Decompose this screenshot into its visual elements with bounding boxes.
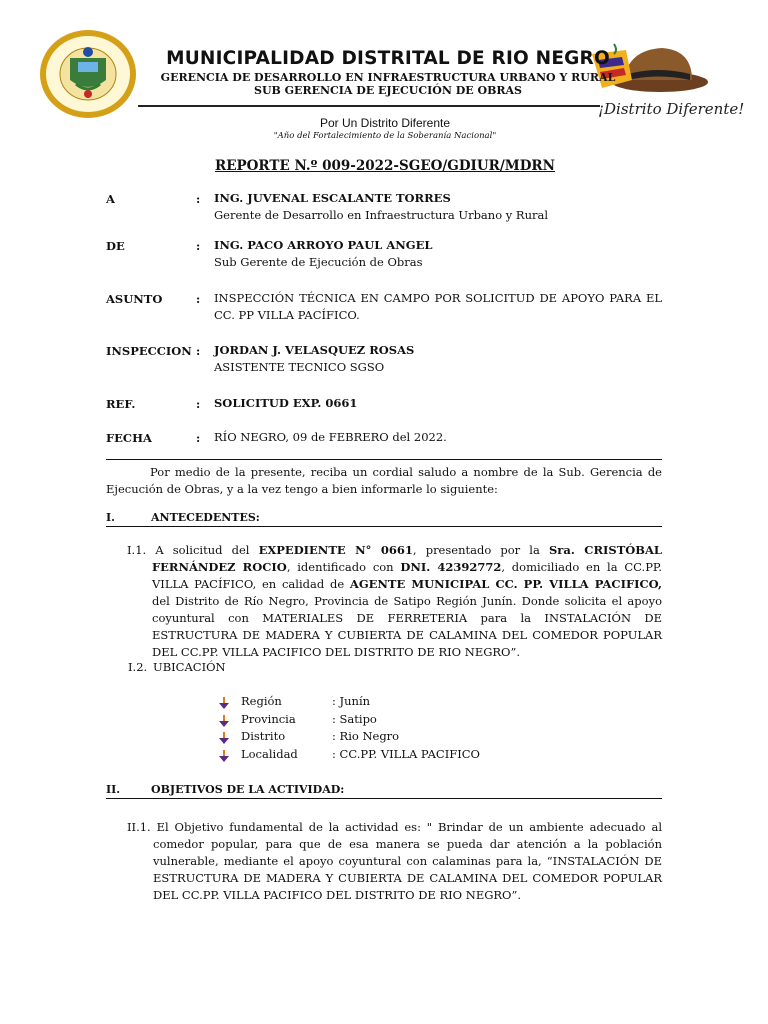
text-run: , identificado con bbox=[286, 560, 401, 574]
divider bbox=[106, 459, 662, 460]
subject-text: INSPECCIÓN TÉCNICA EN CAMPO POR SOLICITUD DE APOYO PARA EL CC. PP VILLA PACÍFICO. bbox=[214, 291, 662, 322]
location-value: : Junín bbox=[332, 694, 371, 708]
location-value: : Rio Negro bbox=[332, 729, 400, 743]
section-2-underline bbox=[106, 798, 662, 799]
intro-paragraph: Por medio de la presente, reciba un cordial saludo a nombre de la Sub. Gerencia de Ejecución de Obras, y a la vez tengo a bien informarle lo siguiente: bbox=[106, 465, 662, 496]
field-label-inspeccion: INSPECCION bbox=[106, 344, 192, 358]
municipality-title: MUNICIPALIDAD DISTRITAL DE RIO NEGRO bbox=[166, 48, 610, 69]
field-label-fecha: FECHA bbox=[106, 431, 152, 445]
field-colon: : bbox=[196, 431, 201, 445]
location-key: Región bbox=[241, 694, 282, 708]
recipient-name: ING. JUVENAL ESCALANTE TORRES bbox=[214, 191, 451, 205]
text-run: A solicitud del bbox=[155, 543, 259, 557]
section-2-number: II. bbox=[106, 783, 121, 796]
inspector-name: JORDAN J. VELASQUEZ ROSAS bbox=[214, 343, 415, 357]
field-colon: : bbox=[196, 397, 201, 411]
field-label-de: DE bbox=[106, 239, 125, 253]
dni-number: DNI. 42392772 bbox=[400, 560, 502, 574]
location-key: Provincia bbox=[241, 711, 296, 726]
field-value-a bbox=[214, 190, 662, 224]
department-name: GERENCIA DE DESARROLLO EN INFRAESTRUCTURA URBANO Y RURAL bbox=[160, 71, 616, 84]
reference-text: SOLICITUD EXP. 0661 bbox=[214, 396, 358, 410]
field-colon: : bbox=[196, 239, 201, 253]
report-number: REPORTE N.º 009-2022-SGEO/GDIUR/MDRN bbox=[215, 158, 555, 174]
field-value-inspeccion bbox=[214, 342, 662, 376]
agent-title: AGENTE MUNICIPAL CC. PP. VILLA PACIFICO, bbox=[349, 577, 663, 591]
location-value: : CC.PP. VILLA PACIFICO bbox=[332, 746, 480, 761]
inspector-role: ASISTENTE TECNICO SGSO bbox=[214, 360, 385, 374]
location-key: Distrito bbox=[241, 729, 286, 743]
item-2-1-number: II.1. bbox=[127, 820, 151, 834]
sender-role: Sub Gerente de Ejecución de Obras bbox=[214, 255, 423, 269]
item-1-1 bbox=[127, 542, 662, 661]
subdepartment-name: SUB GERENCIA DE EJECUCIÓN DE OBRAS bbox=[254, 84, 522, 97]
recipient-role: Gerente de Desarrollo en Infraestructura Urbano y Rural bbox=[214, 208, 549, 222]
sender-name: ING. PACO ARROYO PAUL ANGEL bbox=[214, 238, 433, 252]
item-2-1 bbox=[127, 819, 662, 904]
section-1-number: I. bbox=[106, 511, 115, 524]
expediente-number: EXPEDIENTE N° 0661 bbox=[258, 543, 413, 557]
field-label-a: A bbox=[106, 192, 115, 206]
field-label-ref: REF. bbox=[106, 397, 136, 411]
motto: Por Un Distrito Diferente bbox=[319, 116, 451, 130]
location-title: UBICACIÓN bbox=[153, 660, 226, 674]
item-1-2-number: I.2. bbox=[128, 660, 148, 674]
field-colon: : bbox=[196, 192, 201, 206]
arrow-bullet-icon bbox=[218, 715, 230, 727]
applicant-name: Sra. CRISTÓBAL FERNÁNDEZ ROCIO bbox=[152, 543, 663, 574]
municipal-seal-logo bbox=[38, 28, 138, 120]
year-name: "Año del Fortalecimiento de la Soberanía Nacional" bbox=[273, 131, 497, 141]
header-divider bbox=[138, 105, 600, 107]
date-text: RÍO NEGRO, 09 de FEBRERO del 2022. bbox=[214, 430, 447, 444]
location-value: : Satipo bbox=[332, 711, 377, 726]
location-key: Localidad bbox=[241, 746, 298, 761]
field-label-asunto: ASUNTO bbox=[106, 292, 163, 306]
section-1-title: ANTECEDENTES: bbox=[151, 511, 260, 524]
text-run: , domiciliado en la CC.PP. VILLA PACÍFICO, en calidad de bbox=[152, 560, 662, 591]
field-colon: : bbox=[196, 344, 201, 358]
arrow-bullet-icon bbox=[218, 750, 230, 762]
field-colon: : bbox=[196, 292, 201, 306]
section-1-underline bbox=[106, 526, 662, 527]
arrow-bullet-icon bbox=[218, 697, 230, 709]
arrow-bullet-icon bbox=[218, 732, 230, 744]
text-run: , presentado por la bbox=[412, 543, 549, 557]
item-1-1-number: I.1. bbox=[127, 543, 147, 557]
objective-text: El Objetivo fundamental de la actividad es: " Brindar de un ambiente adecuado al comedor popular, para que de esa manera se pueda dar atención a la población vulnerable, mediante el apoyo coyuntural con calaminas para la, “INSTALACIÓN DE ESTRUCTURA DE MADERA Y CUBIERTA DE CALAMINA DEL COMEDOR POPULAR DEL CC.PP. VILLA PACIFICO DEL DISTRITO DE RIO NEGRO”. bbox=[153, 820, 663, 902]
slogan-right: ¡Distrito Diferente! bbox=[598, 100, 745, 118]
text-run: del Distrito de Río Negro, Provincia de Satipo Región Junín. Donde solicita el apoyo coyuntural con MATERIALES DE FERRETERIA para la INSTALACIÓN DE ESTRUCTURA DE MADERA Y CUBIERTA DE CALAMINA DEL COMEDOR POPULAR DEL CC.PP. VILLA PACIFICO DEL DISTRITO DE RIO NEGRO”. bbox=[152, 594, 662, 659]
field-value-de bbox=[214, 237, 662, 271]
section-2-title: OBJETIVOS DE LA ACTIVIDAD: bbox=[151, 783, 345, 796]
